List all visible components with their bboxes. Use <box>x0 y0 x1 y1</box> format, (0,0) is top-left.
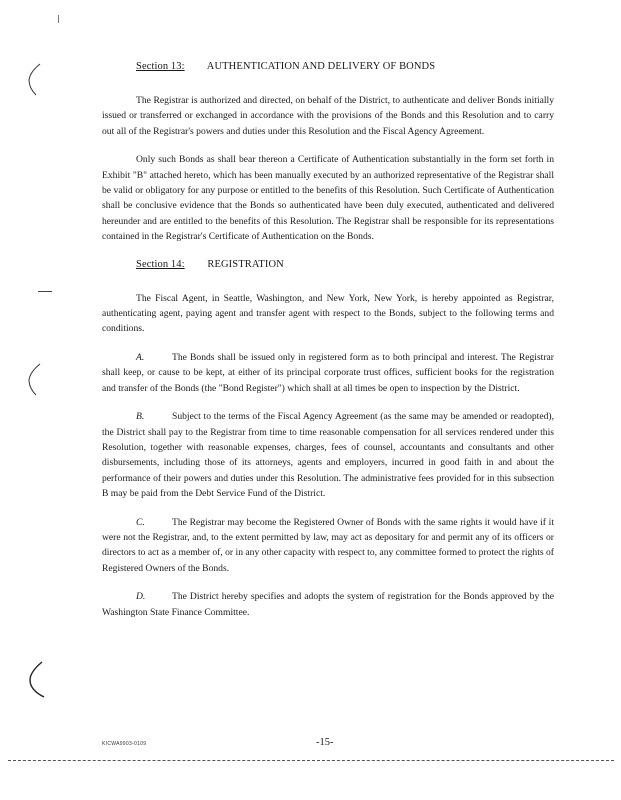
item-label: B. <box>136 411 145 423</box>
left-margin-dash-mark <box>38 291 52 292</box>
scan-tick-mark <box>58 15 59 23</box>
item-label: A. <box>136 351 145 363</box>
section-14-item-b <box>102 409 554 501</box>
section-13-paragraph-1: The Registrar is authorized and directed, on behalf of the District, to authenticate and deliver Bonds initially issued or transferred or exchanged in accordance with the provisions of the Bonds and this Resolution and to carry out all of the Registrar's powers and duties under this Resolution and the Fiscal Agency Agreement. <box>102 95 554 137</box>
item-text: The Bonds shall be issued only in registered form as to both principal and interest. The Registrar shall keep, or cause to be kept, at either of its principal corporate trust offices, sufficient books for the registration and transfer of the Bonds (the "Bond Register") which shall at all times be open to inspection by the District. <box>102 351 554 394</box>
section-14-intro: The Fiscal Agent, in Seattle, Washington, and New York, New York, is hereby appointed as Registrar, authenticating agent, paying agent and transfer agent with respect to the Bonds, subject to the following terms and conditions. <box>102 292 554 335</box>
left-margin-paren-mark <box>26 660 48 700</box>
section-14-item-c <box>102 515 554 577</box>
section-13-number: Section 13: <box>136 61 185 72</box>
item-text: Subject to the terms of the Fiscal Agency Agreement (as the same may be amended or readopted), the District shall pay to the Registrar from time to time reasonable compensation for all services rendered under this Resolution, together with reasonable expenses, charges, fees of counsel, accountants and consultants and other disbursements, including those of its attorneys, agents and employers, incurred in good faith in and about the performance of their powers and duties under this Resolution. The administrative fees provided for in this subsection B may be paid from the Debt Service Fund of the District. <box>102 411 554 500</box>
document-code: KICWA9903-0109 <box>102 741 147 747</box>
section-13-title: AUTHENTICATION AND DELIVERY OF BONDS <box>206 61 436 72</box>
item-label: C. <box>136 516 145 528</box>
section-14-item-d <box>102 589 554 620</box>
item-text: The District hereby specifies and adopts the system of registration for the Bonds approved by the Washington State Finance Committee. <box>102 591 554 618</box>
section-14-item-a <box>102 350 554 396</box>
section-14-title: REGISTRATION <box>207 258 284 270</box>
item-label: D. <box>136 591 146 603</box>
section-14-heading <box>102 258 554 272</box>
section-14-number: Section 14: <box>136 258 185 270</box>
scan-bottom-rule <box>8 760 614 761</box>
left-margin-bracket-mark <box>26 362 44 398</box>
section-13-heading <box>102 60 554 74</box>
section-13-paragraph-2: Only such Bonds as shall bear thereon a Certificate of Authentication substantially in the form set forth in Exhibit "B" attached hereto, which has been manually executed by an authorized representative of the Registrar shall be valid or obligatory for any purpose or entitled to the benefits of this Resolution. Such Certificate of Authentication shall be conclusive evidence that the Bonds so authenticated have been duly executed, authenticated and delivered hereunder and are entitled to the benefits of this Resolution. The Registrar shall be responsible for its representations contained in the Registrar's Certificate of Authentication on the Bonds. <box>102 154 554 243</box>
document-body <box>102 60 554 633</box>
item-text: The Registrar may become the Registered Owner of Bonds with the same rights it would have if it were not the Registrar, and, to the extent permitted by law, may act as depositary for and permit any of its officers or directors to act as a member of, or in any other capacity with respect to, any committee formed to protect the rights of Registered Owners of the Bonds. <box>102 516 554 574</box>
left-margin-bracket-mark <box>26 62 44 98</box>
page-number: -15- <box>316 737 334 748</box>
